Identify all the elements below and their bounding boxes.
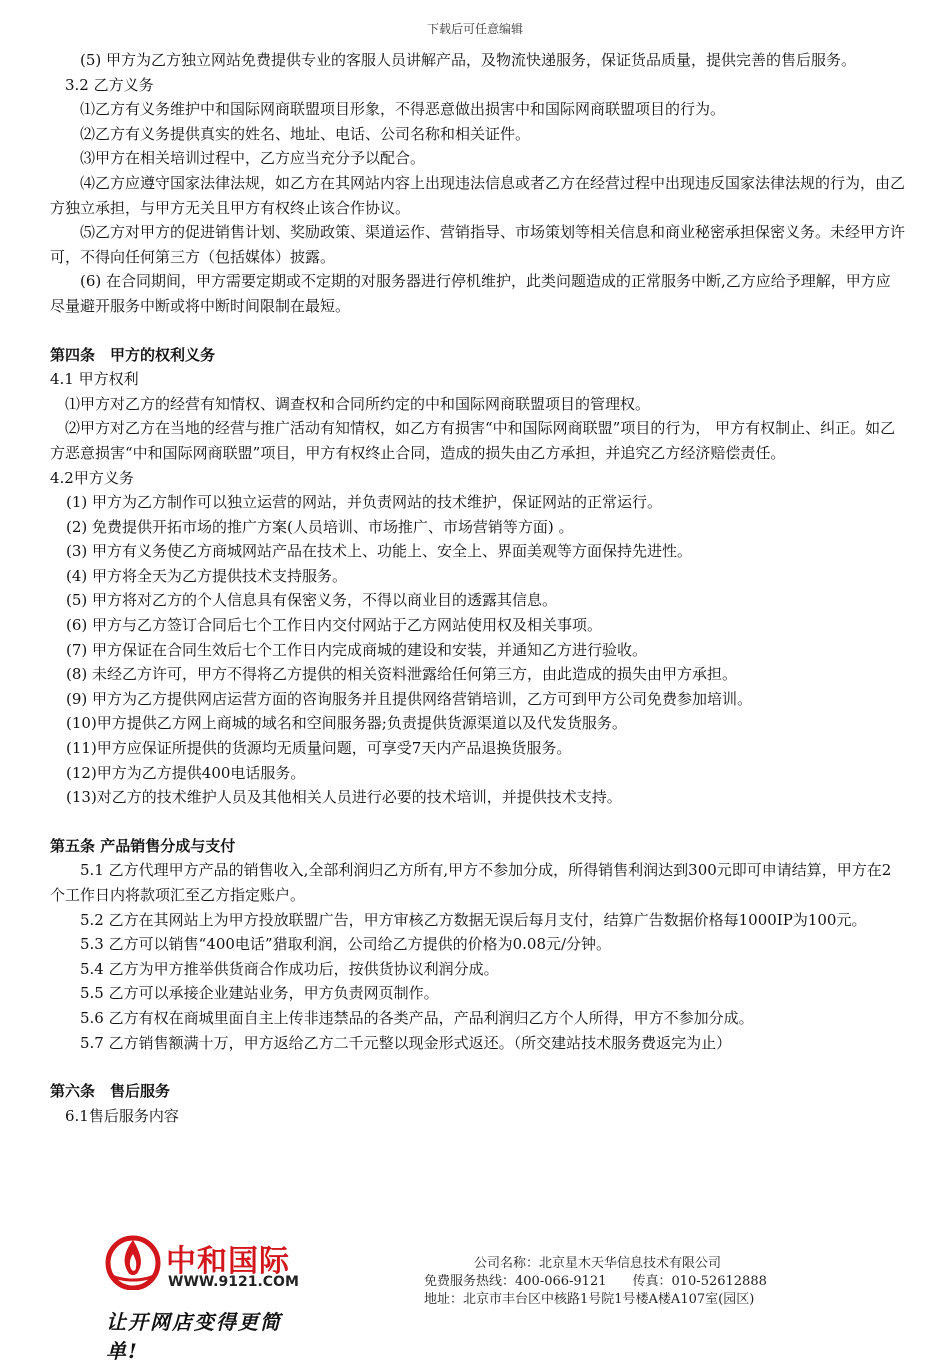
paragraph: (5) 甲方为乙方独立网站免费提供专业的客服人员讲解产品，及物流快递服务，保证货品质量，提供完善的售后服务。 — [80, 51, 857, 69]
section-heading: 第六条 售后服务 — [50, 1082, 171, 1101]
logo-url: WWW.9121.COM — [168, 1274, 299, 1290]
company-name: 公司名称：北京星木天华信息技术有限公司 — [474, 1256, 722, 1271]
paragraph: 4.1 甲方权利 — [50, 370, 139, 389]
paragraph: 4.2甲方义务 — [50, 468, 134, 487]
paragraph: 5.3 乙方可以销售“400电话”猎取利润，公司给乙方提供的价格为0.08元/分钟。 — [80, 935, 612, 954]
paragraph: ⑷乙方应遵守国家法律法规，如乙方在其网站内容上出现违法信息或者乙方在经营过程中出现违反国家法律法规的行为，由乙方独立承担，与甲方无关且甲方有权终止该合作协议。 — [50, 173, 906, 217]
paragraph: ⑵甲方对乙方在当地的经营与推广活动有知情权，如乙方有损害“中和国际网商联盟”项目的行为， 甲方有权制止、纠正。如乙方恶意损害“中和国际网商联盟”项目，甲方有权终止合同，造成的损失由乙方承担，并追究乙方经济赔偿责任。 — [50, 419, 896, 462]
company-phone: 免费服务热线：400-066-9121 传真：010-52612888 — [424, 1274, 767, 1289]
paragraph: (6) 在合同期间，甲方需要定期或不定期的对服务器进行停机维护，此类问题造成的正常服务中断,乙方应给予理解，甲方应尽量避开服务中断或将中断时间限制在最短。 — [50, 272, 891, 315]
spacer — [50, 1055, 905, 1079]
document-body — [50, 48, 905, 1128]
company-address: 地址：北京市丰台区中核路1号院1号楼A楼A107室(园区) — [424, 1292, 755, 1307]
paragraph: 5.5 乙方可以承接企业建站业务，甲方负责网页制作。 — [80, 984, 439, 1003]
flame-logo-icon — [104, 1232, 162, 1290]
logo-slogan: 让开网店变得更简单! — [106, 1310, 282, 1363]
paragraph: (11)甲方应保证所提供的货源均无质量问题，可享受7天内产品退换货服务。 — [66, 739, 572, 758]
paragraph: (5) 甲方将对乙方的个人信息具有保密义务，不得以商业目的透露其信息。 — [66, 591, 558, 610]
paragraph: (6) 甲方与乙方签订合同后七个工作日内交付网站于乙方网站使用权及相关事项。 — [66, 616, 603, 635]
paragraph: (7) 甲方保证在合同生效后七个工作日内完成商城的建设和安装，并通知乙方进行验收。 — [66, 640, 648, 659]
page-footer — [0, 1218, 950, 1363]
paragraph: 3.2 乙方义务 — [65, 75, 154, 94]
logo-title: 中和国际 — [166, 1244, 290, 1279]
paragraph: 5.6 乙方有权在商城里面自主上传非违禁品的各类产品，产品利润归乙方个人所得，甲方不参加分成。 — [80, 1008, 754, 1027]
paragraph: (13)对乙方的技术维护人员及其他相关人员进行必要的技术培训，并提供技术支持。 — [66, 788, 622, 807]
section-heading: 第四条 甲方的权利义务 — [50, 345, 216, 364]
paragraph: (8) 未经乙方许可，甲方不得将乙方提供的相关资料泄露给任何第三方，由此造成的损失由甲方承担。 — [66, 665, 738, 684]
paragraph: 6.1售后服务内容 — [65, 1106, 179, 1125]
spacer — [50, 810, 905, 834]
paragraph: (3) 甲方有义务使乙方商城网站产品在技术上、功能上、安全上、界面美观等方面保持先进性。 — [66, 542, 693, 561]
spacer — [50, 319, 905, 343]
page-header: 下载后可任意编辑 — [426, 22, 523, 36]
paragraph: ⑸乙方对甲方的促进销售计划、奖励政策、渠道运作、营销指导、市场策划等相关信息和商业秘密承担保密义务。未经甲方许可，不得向任何第三方（包括媒体）披露。 — [50, 223, 906, 266]
paragraph: ⑵乙方有义务提供真实的姓名、地址、电话、公司名称和相关证件。 — [80, 124, 531, 143]
paragraph: (12)甲方为乙方提供400电话服务。 — [66, 763, 306, 782]
paragraph: (9) 甲方为乙方提供网店运营方面的咨询服务并且提供网络营销培训，乙方可到甲方公司免费参加培训。 — [66, 689, 753, 708]
paragraph: ⑴甲方对乙方的经营有知情权、调查权和合同所约定的中和国际网商联盟项目的管理权。 — [65, 394, 651, 413]
paragraph: 5.1 乙方代理甲方产品的销售收入,全部利润归乙方所有,甲方不参加分成，所得销售利润达到300元即可申请结算，甲方在2个工作日内将款项汇至乙方指定账户。 — [50, 861, 892, 904]
company-info — [424, 1255, 844, 1309]
paragraph: ⑴乙方有义务维护中和国际网商联盟项目形象，不得恶意做出损害中和国际网商联盟项目的行为。 — [80, 100, 726, 119]
paragraph: 5.7 乙方销售额满十万，甲方返给乙方二千元整以现金形式返还。（所交建站技术服务费返完为止） — [80, 1033, 732, 1052]
paragraph: 5.2 乙方在其网站上为甲方投放联盟广告，甲方审核乙方数据无误后每月支付，结算广告数据价格每1000IP为100元。 — [80, 910, 867, 929]
paragraph: 5.4 乙方为甲方推举供货商合作成功后，按供货协议利润分成。 — [80, 959, 499, 978]
paragraph: (1) 甲方为乙方制作可以独立运营的网站，并负责网站的技术维护，保证网站的正常运行。 — [66, 493, 663, 512]
paragraph: (2) 免费提供开拓市场的推广方案(人员培训、市场推广、市场营销等方面) 。 — [66, 517, 574, 536]
paragraph: ⑶甲方在相关培训过程中，乙方应当充分予以配合。 — [80, 149, 426, 168]
paragraph: (10)甲方提供乙方网上商城的域名和空间服务器;负责提供货源渠道以及代发货服务。 — [66, 714, 627, 733]
paragraph: (4) 甲方将全天为乙方提供技术支持服务。 — [66, 566, 348, 585]
section-heading: 第五条 产品销售分成与支付 — [50, 836, 236, 855]
company-logo — [104, 1232, 304, 1363]
